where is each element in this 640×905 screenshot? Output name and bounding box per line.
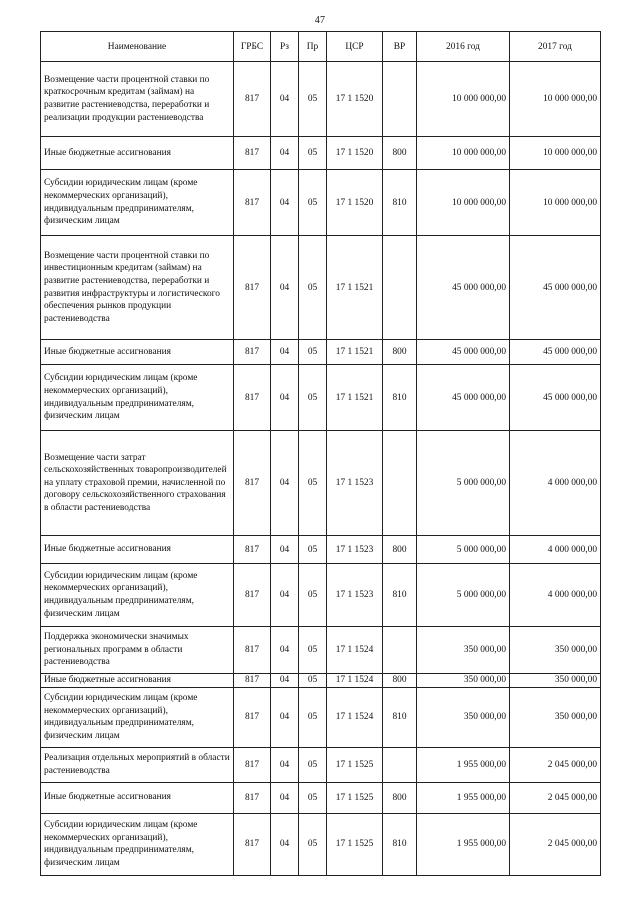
row-vr: 810 <box>383 813 417 875</box>
row-grbs: 817 <box>234 813 271 875</box>
row-vr: 800 <box>383 137 417 170</box>
row-vr: 800 <box>383 536 417 564</box>
row-csr: 17 1 1520 <box>327 137 383 170</box>
row-rz: 04 <box>271 137 299 170</box>
row-csr: 17 1 1524 <box>327 687 383 747</box>
row-pr: 05 <box>299 365 327 431</box>
header-csr: ЦСР <box>327 32 383 62</box>
row-pr: 05 <box>299 782 327 813</box>
row-grbs: 817 <box>234 782 271 813</box>
row-pr: 05 <box>299 747 327 782</box>
header-name: Наименование <box>41 32 234 62</box>
row-grbs: 817 <box>234 170 271 236</box>
row-vr: 810 <box>383 365 417 431</box>
row-2017: 10 000 000,00 <box>510 170 601 236</box>
row-grbs: 817 <box>234 687 271 747</box>
row-name: Иные бюджетные ассигнования <box>41 340 234 365</box>
row-grbs: 817 <box>234 137 271 170</box>
table-row <box>41 564 601 627</box>
table-row <box>41 431 601 536</box>
row-2017: 350 000,00 <box>510 674 601 688</box>
row-2017: 350 000,00 <box>510 627 601 674</box>
row-name: Поддержка экономически значимых региональных программ в области растениеводства <box>41 627 234 674</box>
row-grbs: 817 <box>234 674 271 688</box>
row-csr: 17 1 1520 <box>327 62 383 137</box>
table-row <box>41 687 601 747</box>
row-2016: 1 955 000,00 <box>417 747 510 782</box>
row-2016: 1 955 000,00 <box>417 813 510 875</box>
row-grbs: 817 <box>234 431 271 536</box>
row-rz: 04 <box>271 747 299 782</box>
row-csr: 17 1 1525 <box>327 813 383 875</box>
row-2016: 10 000 000,00 <box>417 137 510 170</box>
table-row <box>41 236 601 340</box>
row-name: Субсидии юридическим лицам (кроме некоммерческих организаций), индивидуальным предпринимателям, физическим лицам <box>41 564 234 627</box>
row-2017: 4 000 000,00 <box>510 564 601 627</box>
table-row <box>41 536 601 564</box>
row-2017: 2 045 000,00 <box>510 782 601 813</box>
table-row <box>41 813 601 875</box>
row-rz: 04 <box>271 365 299 431</box>
row-2016: 5 000 000,00 <box>417 536 510 564</box>
row-rz: 04 <box>271 627 299 674</box>
row-2017: 350 000,00 <box>510 687 601 747</box>
row-pr: 05 <box>299 137 327 170</box>
row-vr: 800 <box>383 782 417 813</box>
row-name: Реализация отдельных мероприятий в области растениеводства <box>41 747 234 782</box>
row-rz: 04 <box>271 431 299 536</box>
row-rz: 04 <box>271 782 299 813</box>
header-2017: 2017 год <box>510 32 601 62</box>
row-2017: 10 000 000,00 <box>510 62 601 137</box>
row-grbs: 817 <box>234 627 271 674</box>
row-2016: 5 000 000,00 <box>417 431 510 536</box>
row-csr: 17 1 1521 <box>327 340 383 365</box>
row-pr: 05 <box>299 431 327 536</box>
row-2016: 45 000 000,00 <box>417 340 510 365</box>
row-pr: 05 <box>299 340 327 365</box>
table-row <box>41 627 601 674</box>
table-row <box>41 137 601 170</box>
row-grbs: 817 <box>234 564 271 627</box>
row-csr: 17 1 1525 <box>327 782 383 813</box>
row-rz: 04 <box>271 236 299 340</box>
row-pr: 05 <box>299 687 327 747</box>
row-vr <box>383 627 417 674</box>
row-csr: 17 1 1523 <box>327 536 383 564</box>
row-vr: 810 <box>383 687 417 747</box>
row-name: Возмещение части процентной ставки по краткосрочным кредитам (займам) на развитие растениеводства, переработки и реализации продукции растениеводства <box>41 62 234 137</box>
row-2017: 4 000 000,00 <box>510 536 601 564</box>
row-pr: 05 <box>299 536 327 564</box>
row-csr: 17 1 1524 <box>327 627 383 674</box>
row-2017: 2 045 000,00 <box>510 747 601 782</box>
row-2016: 45 000 000,00 <box>417 365 510 431</box>
row-name: Субсидии юридическим лицам (кроме некоммерческих организаций), индивидуальным предпринимателям, физическим лицам <box>41 813 234 875</box>
table-row <box>41 782 601 813</box>
header-vr: ВР <box>383 32 417 62</box>
row-pr: 05 <box>299 674 327 688</box>
row-rz: 04 <box>271 564 299 627</box>
row-name: Возмещение части затрат сельскохозяйственных товаропроизводителей на уплату страховой премии, начисленной по договору сельскохозяйственного страхования в области растениеводства <box>41 431 234 536</box>
row-name: Возмещение части процентной ставки по инвестиционным кредитам (займам) на развитие растениеводства, переработки и развития инфраструктуры и логистического обеспечения рынков продукции растениеводства <box>41 236 234 340</box>
header-grbs: ГРБС <box>234 32 271 62</box>
row-name: Иные бюджетные ассигнования <box>41 674 234 688</box>
row-rz: 04 <box>271 674 299 688</box>
header-rz: Рз <box>271 32 299 62</box>
row-rz: 04 <box>271 340 299 365</box>
row-2016: 350 000,00 <box>417 627 510 674</box>
row-grbs: 817 <box>234 62 271 137</box>
row-2017: 2 045 000,00 <box>510 813 601 875</box>
table-row <box>41 747 601 782</box>
row-csr: 17 1 1521 <box>327 236 383 340</box>
row-vr <box>383 62 417 137</box>
row-pr: 05 <box>299 813 327 875</box>
budget-table <box>40 31 601 876</box>
row-name: Иные бюджетные ассигнования <box>41 137 234 170</box>
row-2016: 10 000 000,00 <box>417 62 510 137</box>
page-number: 47 <box>314 15 326 26</box>
table-header-row <box>41 32 601 62</box>
row-2016: 350 000,00 <box>417 674 510 688</box>
table-row <box>41 62 601 137</box>
row-vr: 800 <box>383 674 417 688</box>
header-pr: Пр <box>299 32 327 62</box>
table-row <box>41 340 601 365</box>
header-2016: 2016 год <box>417 32 510 62</box>
row-2017: 4 000 000,00 <box>510 431 601 536</box>
row-csr: 17 1 1525 <box>327 747 383 782</box>
row-csr: 17 1 1520 <box>327 170 383 236</box>
row-csr: 17 1 1523 <box>327 564 383 627</box>
table-row <box>41 365 601 431</box>
row-name: Иные бюджетные ассигнования <box>41 782 234 813</box>
row-grbs: 817 <box>234 536 271 564</box>
row-rz: 04 <box>271 687 299 747</box>
row-name: Иные бюджетные ассигнования <box>41 536 234 564</box>
row-rz: 04 <box>271 536 299 564</box>
row-pr: 05 <box>299 627 327 674</box>
row-2016: 1 955 000,00 <box>417 782 510 813</box>
row-2017: 10 000 000,00 <box>510 137 601 170</box>
row-vr: 810 <box>383 564 417 627</box>
row-csr: 17 1 1524 <box>327 674 383 688</box>
row-name: Субсидии юридическим лицам (кроме некоммерческих организаций), индивидуальным предпринимателям, физическим лицам <box>41 687 234 747</box>
row-csr: 17 1 1523 <box>327 431 383 536</box>
row-rz: 04 <box>271 62 299 137</box>
row-rz: 04 <box>271 170 299 236</box>
table-row <box>41 170 601 236</box>
row-2016: 350 000,00 <box>417 687 510 747</box>
row-vr: 810 <box>383 170 417 236</box>
row-name: Субсидии юридическим лицам (кроме некоммерческих организаций), индивидуальным предпринимателям, физическим лицам <box>41 365 234 431</box>
row-pr: 05 <box>299 170 327 236</box>
table-row <box>41 674 601 688</box>
row-vr: 800 <box>383 340 417 365</box>
row-vr <box>383 236 417 340</box>
row-2016: 10 000 000,00 <box>417 170 510 236</box>
row-csr: 17 1 1521 <box>327 365 383 431</box>
row-grbs: 817 <box>234 365 271 431</box>
row-pr: 05 <box>299 236 327 340</box>
row-grbs: 817 <box>234 340 271 365</box>
row-2017: 45 000 000,00 <box>510 365 601 431</box>
row-pr: 05 <box>299 564 327 627</box>
row-grbs: 817 <box>234 747 271 782</box>
row-2016: 5 000 000,00 <box>417 564 510 627</box>
row-name: Субсидии юридическим лицам (кроме некоммерческих организаций), индивидуальным предпринимателям, физическим лицам <box>41 170 234 236</box>
row-vr <box>383 747 417 782</box>
row-2017: 45 000 000,00 <box>510 236 601 340</box>
row-2017: 45 000 000,00 <box>510 340 601 365</box>
row-grbs: 817 <box>234 236 271 340</box>
row-vr <box>383 431 417 536</box>
row-2016: 45 000 000,00 <box>417 236 510 340</box>
row-rz: 04 <box>271 813 299 875</box>
row-pr: 05 <box>299 62 327 137</box>
